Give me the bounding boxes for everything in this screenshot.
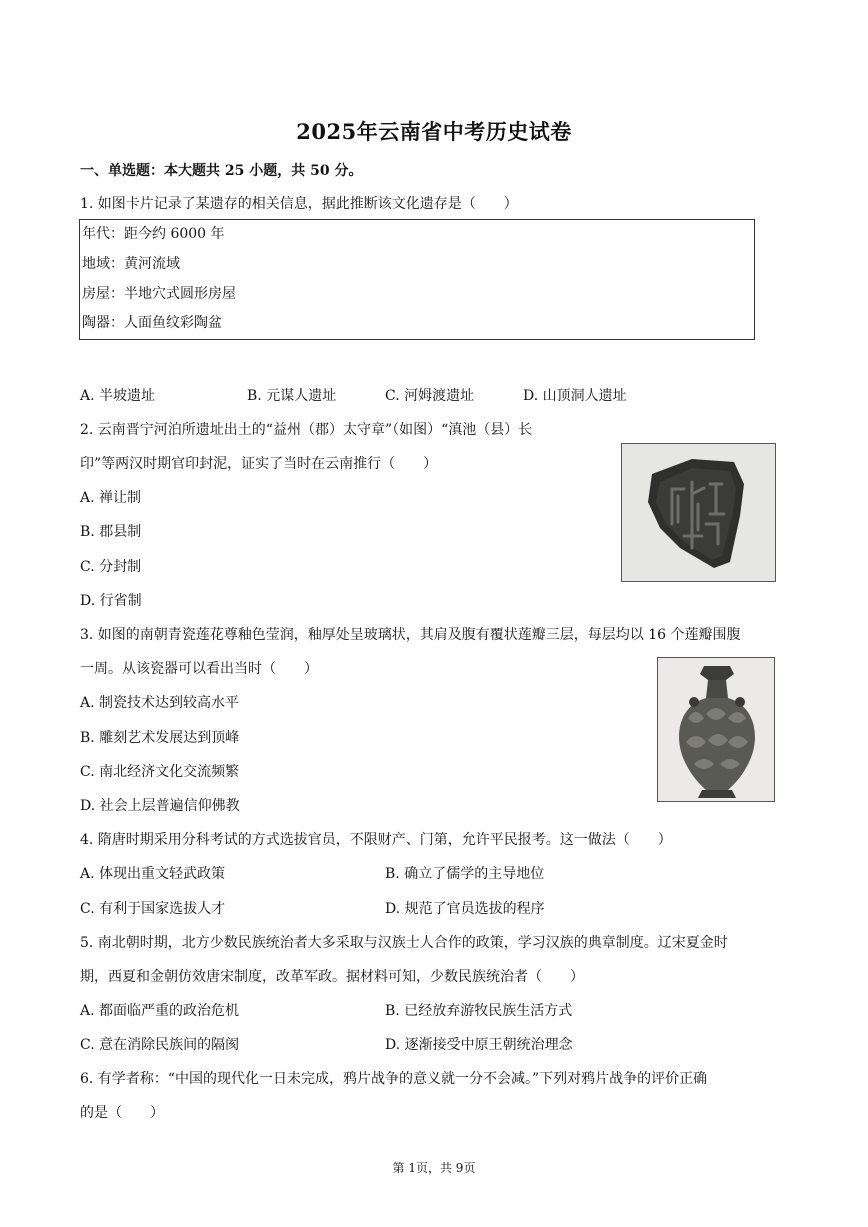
q2-stem-line1: 2. 云南晋宁河泊所遗址出土的“益州（郡）太守章”（如图）“滇池（县）长: [80, 422, 533, 438]
q6-stem-line2: 的是（ ）: [80, 1105, 164, 1121]
q3-option-b[interactable]: B. 雕刻艺术发展达到顶峰: [80, 730, 240, 746]
q5-stem-line2: 期，西夏和金朝仿效唐宋制度，改革军政。据材料可知，少数民族统治者（ ）: [80, 969, 584, 985]
card-line-pottery: 陶器：人面鱼纹彩陶盆: [82, 315, 222, 331]
q4-option-d[interactable]: D. 规范了官员选拔的程序: [385, 901, 545, 917]
q5-option-a[interactable]: A. 都面临严重的政治危机: [80, 1003, 240, 1019]
q1-info-card: [79, 219, 755, 340]
section-heading: 一、单选题：本大题共 25 小题，共 50 分。: [80, 163, 363, 179]
seal-clay-illustration: [622, 444, 776, 582]
q2-option-c[interactable]: C. 分封制: [80, 559, 142, 575]
q2-option-a[interactable]: A. 禅让制: [80, 490, 142, 506]
q4-option-c[interactable]: C. 有利于国家选拔人才: [80, 901, 226, 917]
q2-stem-line2: 印”等两汉时期官印封泥，证实了当时在云南推行（ ）: [80, 456, 438, 472]
q3-option-d[interactable]: D. 社会上层普遍信仰佛教: [80, 798, 240, 814]
q4-option-b[interactable]: B. 确立了儒学的主导地位: [385, 866, 545, 882]
card-line-region: 地域：黄河流域: [82, 256, 180, 272]
page-title: 2025年云南省中考历史试卷: [296, 119, 572, 144]
q5-stem-line1: 5. 南北朝时期，北方少数民族统治者大多采取与汉族士人合作的政策，学习汉族的典章制度。辽宋夏金时: [80, 935, 728, 951]
q2-option-b[interactable]: B. 郡县制: [80, 524, 142, 540]
q3-stem-line1: 3. 如图的南朝青瓷莲花尊釉色莹润，釉厚处呈玻璃状，其肩及腹有覆状莲瓣三层，每层均以 16 个莲瓣围腹: [80, 627, 741, 643]
q1-option-c[interactable]: C. 河姆渡遗址: [385, 388, 475, 404]
q4-stem: 4. 隋唐时期采用分科考试的方式选拔官员，不限财产、门第，允许平民报考。这一做法（ ）: [80, 832, 672, 848]
q6-stem-line1: 6. 有学者称：“中国的现代化一日未完成，鸦片战争的意义就一分不会减。”下列对鸦片战争的评价正确: [80, 1071, 708, 1087]
q3-option-c[interactable]: C. 南北经济文化交流频繁: [80, 764, 240, 780]
q1-option-b[interactable]: B. 元谋人遗址: [247, 388, 337, 404]
q5-option-c[interactable]: C. 意在消除民族间的隔阂: [80, 1037, 240, 1053]
q5-option-d[interactable]: D. 逐渐接受中原王朝统治理念: [385, 1037, 573, 1053]
q1-option-d[interactable]: D. 山顶洞人遗址: [523, 388, 627, 404]
q3-stem-line2: 一周。从该瓷器可以看出当时（ ）: [80, 661, 318, 677]
q2-option-d[interactable]: D. 行省制: [80, 593, 142, 609]
page-footer: 第 1页，共 9页: [392, 1161, 476, 1175]
q1-option-a[interactable]: A. 半坡遗址: [80, 388, 156, 404]
card-line-house: 房屋：半地穴式圆形房屋: [82, 286, 236, 302]
lotus-vase-image: [657, 657, 775, 802]
q5-option-b[interactable]: B. 已经放弃游牧民族生活方式: [385, 1003, 573, 1019]
card-line-era: 年代：距今约 6000 年: [82, 226, 225, 242]
seal-clay-image: [621, 443, 776, 582]
lotus-vase-illustration: [658, 658, 775, 802]
q1-stem: 1. 如图卡片记录了某遗存的相关信息，据此推断该文化遗存是（ ）: [80, 196, 518, 212]
q4-option-a[interactable]: A. 体现出重文轻武政策: [80, 866, 226, 882]
q3-option-a[interactable]: A. 制瓷技术达到较高水平: [80, 695, 240, 711]
